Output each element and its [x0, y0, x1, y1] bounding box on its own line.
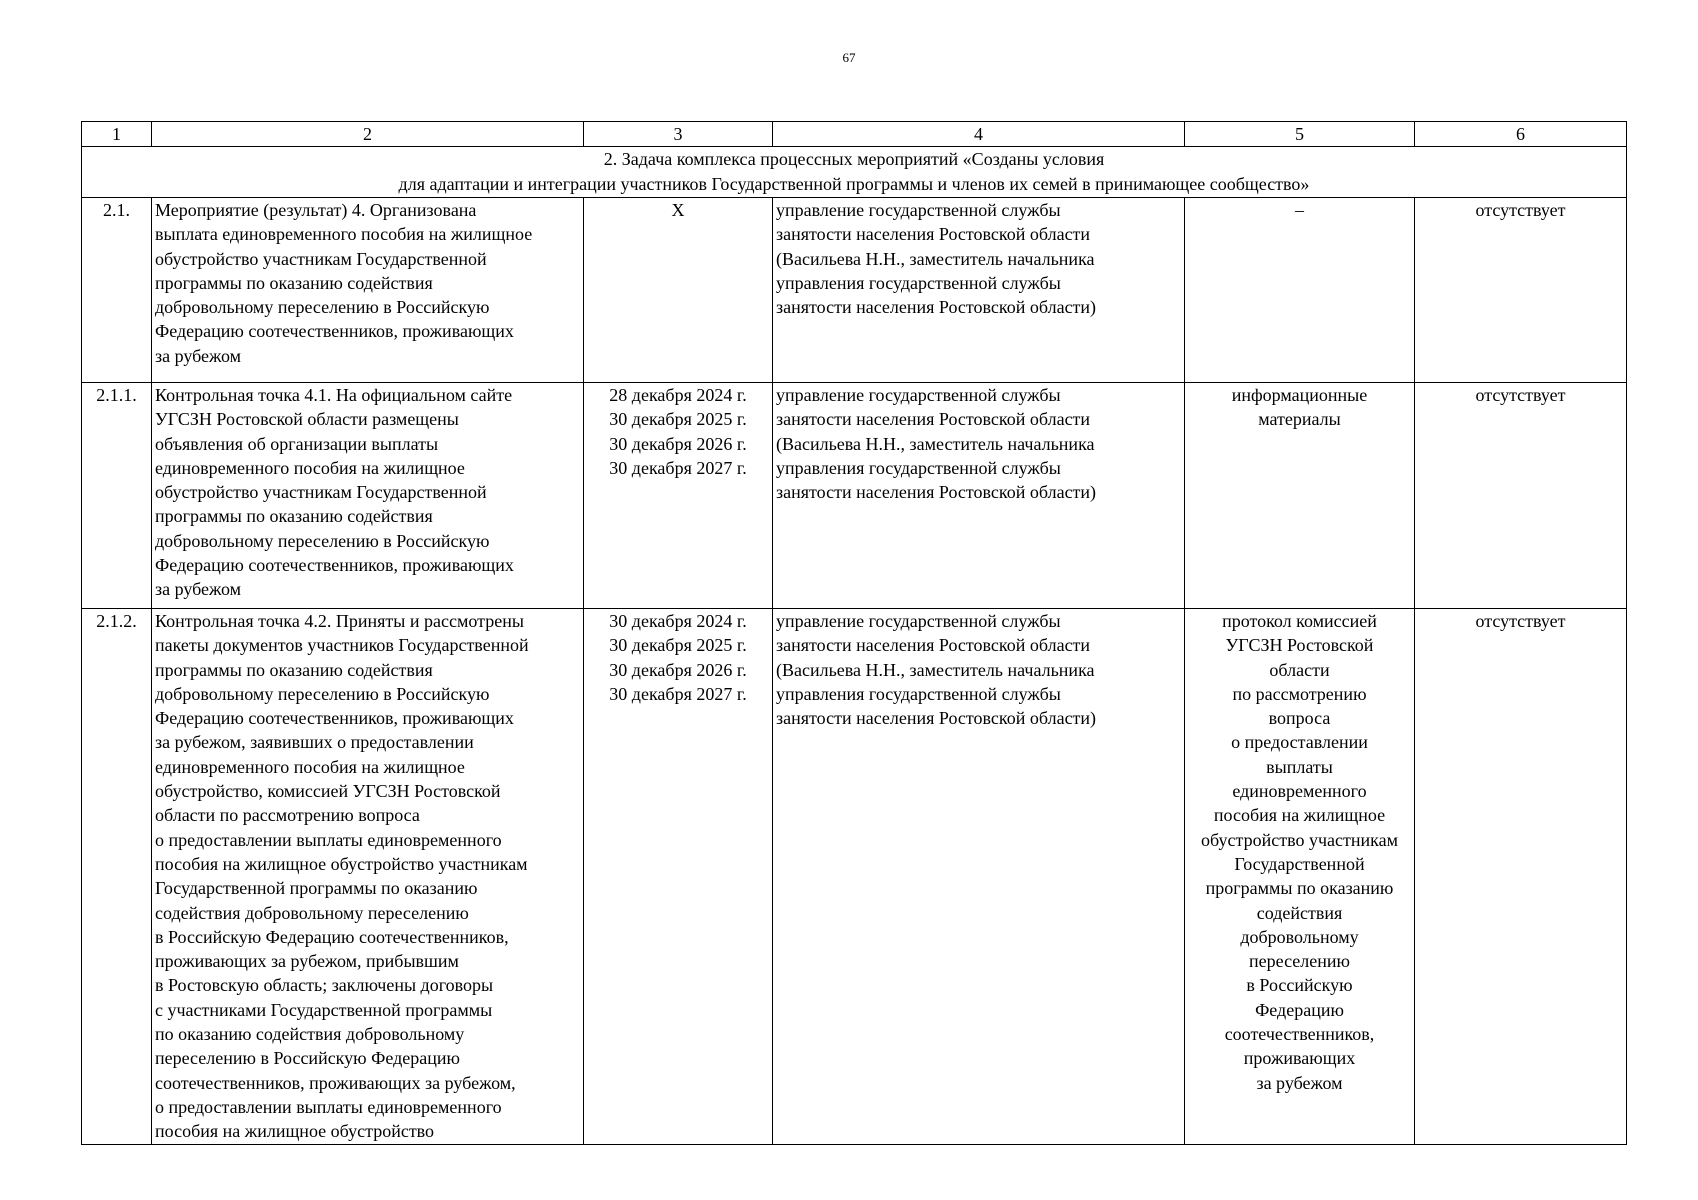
- row-document: протокол комиссией УГСЗН Ростовской области по рассмотрению вопроса о предоставлении выплаты единовременного пособия на жилищное обустройство участникам Государственной программы по оказанию содействия добровольному переселению в Российскую Федерацию соотечественников, проживающих за рубежом: [1185, 609, 1415, 1145]
- row-document: информационные материалы: [1185, 383, 1415, 609]
- row-name: Мероприятие (результат) 4. Организована выплата единовременного пособия на жилищное обустройство участникам Государственной программы по оказанию содействия добровольному переселению в Российскую Федерацию соотечественников, проживающих за рубежом: [152, 198, 584, 383]
- column-number-4: 4: [773, 122, 1185, 147]
- column-number-row: [82, 122, 1627, 147]
- row-number: 2.1.1.: [82, 383, 152, 609]
- row-name: Контрольная точка 4.2. Приняты и рассмотрены пакеты документов участников Государственной программы по оказанию содействия добровольному переселению в Российскую Федерацию соотечественников, проживающих за рубежом, заявивших о предоставлении единовременного пособия на жилищное обустройство, комиссией УГСЗН Ростовской области по рассмотрению вопроса о предоставлении выплаты единовременного пособия на жилищное обустройство участникам Государственной программы по оказанию содействия добровольному переселению в Российскую Федерацию соотечественников, проживающих за рубежом, прибывшим в Ростовскую область; заключены договоры с участниками Государственной программы по оказанию содействия добровольному переселению в Российскую Федерацию соотечественников, проживающих за рубежом, о предоставлении выплаты единовременного пособия на жилищное обустройство: [152, 609, 584, 1145]
- section-row: [82, 147, 1627, 198]
- column-number-5: 5: [1185, 122, 1415, 147]
- table-row: [82, 609, 1627, 1145]
- column-number-1: 1: [82, 122, 152, 147]
- row-name: Контрольная точка 4.1. На официальном сайте УГСЗН Ростовской области размещены объявления об организации выплаты единовременного пособия на жилищное обустройство участникам Государственной программы по оказанию содействия добровольному переселению в Российскую Федерацию соотечественников, проживающих за рубежом: [152, 383, 584, 609]
- measures-table: [81, 121, 1627, 1145]
- page-number: 67: [842, 50, 856, 65]
- row-dates: Х: [584, 198, 773, 383]
- row-responsible: управление государственной службы занятости населения Ростовской области (Васильева Н.Н., заместитель начальника управления государственной службы занятости населения Ростовской области): [773, 383, 1185, 609]
- column-number-6: 6: [1415, 122, 1627, 147]
- row-notes: отсутствует: [1415, 198, 1627, 383]
- row-responsible: управление государственной службы занятости населения Ростовской области (Васильева Н.Н., заместитель начальника управления государственной службы занятости населения Ростовской области): [773, 198, 1185, 383]
- row-notes: отсутствует: [1415, 609, 1627, 1145]
- table-row: [82, 198, 1627, 383]
- column-number-3: 3: [584, 122, 773, 147]
- row-notes: отсутствует: [1415, 383, 1627, 609]
- row-document: –: [1185, 198, 1415, 383]
- column-number-2: 2: [152, 122, 584, 147]
- section-title: 2. Задача комплекса процессных мероприятий «Созданы условия для адаптации и интеграции участников Государственной программы и членов их семей в принимающее сообщество»: [82, 147, 1627, 198]
- table-row: [82, 383, 1627, 609]
- row-number: 2.1.: [82, 198, 152, 383]
- row-number: 2.1.2.: [82, 609, 152, 1145]
- row-dates: 30 декабря 2024 г. 30 декабря 2025 г. 30 декабря 2026 г. 30 декабря 2027 г.: [584, 609, 773, 1145]
- row-responsible: управление государственной службы занятости населения Ростовской области (Васильева Н.Н., заместитель начальника управления государственной службы занятости населения Ростовской области): [773, 609, 1185, 1145]
- row-dates: 28 декабря 2024 г. 30 декабря 2025 г. 30 декабря 2026 г. 30 декабря 2027 г.: [584, 383, 773, 609]
